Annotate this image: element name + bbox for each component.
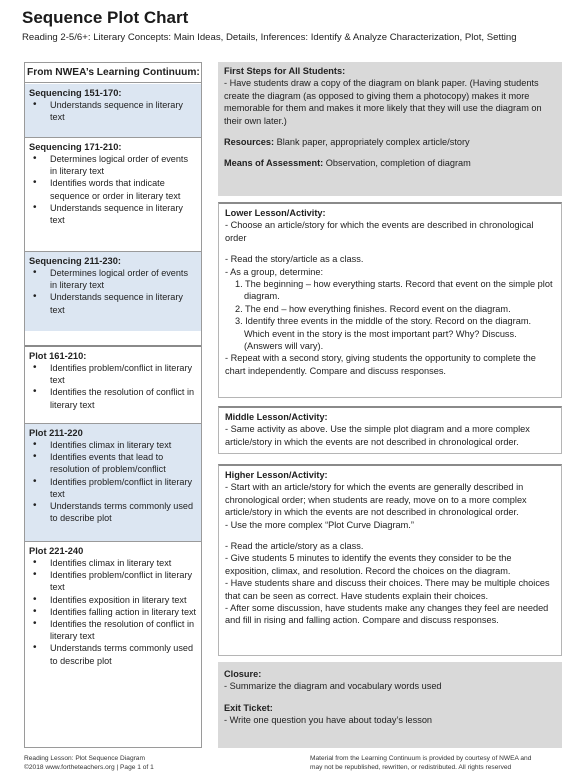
section-plot-161-210 [25,345,201,423]
list-item: • Identifies problem/conflict in literary text [29,476,197,500]
list-item: • Understands sequence in literary text [29,202,197,226]
section-sequencing-211-230 [25,251,201,331]
lower-step: 1. The beginning – how everything starts. Record that event on the simple plot diagram. [235,279,553,302]
section-plot-211-220 [25,423,201,541]
footer-right: Material from the Learning Continuum is provided by courtesy of NWEA and may not be republished, rewritten, or redistributed. All rights reserved [310,755,532,771]
higher-lesson-box [218,464,562,656]
list-item: • Understands sequence in literary text [29,99,197,123]
closure-heading: Closure: [224,669,262,679]
lower-repeat: - Repeat with a second story, giving students the opportunity to complete the chart independently. Compare and discuss responses. [225,353,536,376]
list-item: • Identifies problem/conflict in literary text [29,569,197,593]
list-item: • Determines logical order of events in literary text [29,267,197,291]
list-item: • Understands terms commonly used to describe plot [29,500,197,524]
list-item: • Determines logical order of events in literary text [29,153,197,177]
lower-step: 2. The end – how everything finishes. Record event on the diagram. [235,303,511,314]
lower-step: 3. Identify three events in the middle of the story. Record on the diagram. Which event in the story is the most important part? Why? Discuss. (Answers will vary). [235,316,532,352]
higher-text: - After some discussion, have students make any changes they feel are needed and fill in rising and falling action. Compare and discuss responses. [225,603,549,626]
first-steps-heading: First Steps for All Students: [224,66,346,76]
closure-box [218,662,562,748]
higher-text: - Read the article/story as a class. [225,541,364,552]
first-steps-box [218,62,562,196]
section-sequencing-151-170 [25,84,201,137]
footer-left: Reading Lesson: Plot Sequence Diagram ©2018 www.fortheteachers.org | Page 1 of 1 [24,755,154,771]
lower-intro: - Choose an article/story for which the events are described in chronological order [225,220,534,243]
exit-ticket-body: - Write one question you have about today’s lesson [224,715,433,726]
lower-lesson-box [218,202,562,398]
continuum-column [24,62,202,748]
continuum-heading: From NWEA’s Learning Continuum: [25,63,201,83]
section-title: Sequencing 171-210: [29,142,122,152]
assessment-line: Means of Assessment: Observation, completion of diagram [224,158,471,169]
list-item: • Identifies climax in literary text [29,439,197,451]
section-title: Sequencing 211-230: [29,256,121,266]
lower-heading: Lower Lesson/Activity: [225,208,326,218]
first-steps-body: - Have students draw a copy of the diagram on blank paper. (Having students create the diagram (as opposed to giving them a photocopy) makes it more memorable for them and makes it more likely that they will use the diagram on their own later.) [224,78,542,126]
middle-heading: Middle Lesson/Activity: [225,412,328,422]
closure-body: - Summarize the diagram and vocabulary words used [224,681,442,692]
lower-read: - Read the story/article as a class. [225,254,364,265]
page-title: Sequence Plot Chart [22,8,189,27]
list-item: • Identifies falling action in literary text [29,606,197,618]
list-item: • Identifies exposition in literary text [29,594,197,606]
list-item: • Identifies problem/conflict in literary text [29,362,197,386]
list-item: • Understands terms commonly used to describe plot [29,642,197,666]
middle-body: - Same activity as above. Use the simple plot diagram and a more complex article/story in which the events are not described in chronological order. [225,424,530,447]
higher-text: - Give students 5 minutes to identify the events they consider to be the exposition, climax, and resolution. Record the choices on the diagram. [225,553,512,576]
exit-ticket-heading: Exit Ticket: [224,702,273,713]
section-title: Plot 211-220 [29,428,83,438]
list-item: • Identifies the resolution of conflict in literary text [29,386,197,410]
section-title: Plot 161-210: [29,351,87,361]
list-item: • Identifies events that lead to resolution of problem/conflict [29,451,197,475]
section-sequencing-171-210 [25,137,201,251]
resources-line: Resources: Blank paper, appropriately complex article/story [224,137,470,148]
middle-lesson-box [218,406,562,454]
higher-text: - Use the more complex “Plot Curve Diagram.” [225,519,414,530]
list-item: • Identifies the resolution of conflict in literary text [29,618,197,642]
page-subtitle: Reading 2-5/6+: Literary Concepts: Main Ideas, Details, Inferences: Identify & Analyze Characterization, Plot, Setting [22,32,517,43]
section-title: Plot 221-240 [29,546,84,556]
higher-heading: Higher Lesson/Activity: [225,470,328,480]
lesson-column [218,62,562,748]
higher-text: - Have students share and discuss their choices. There may be multiple choices that can be seen as correct. Have students explain their choices. [225,578,550,601]
section-plot-221-240 [25,541,201,747]
section-title: Sequencing 151-170: [29,88,122,98]
higher-text: - Start with an article/story for which the events are generally described in chronological order; when students are ready, move on to a more complex article/story in which the events are not described in chronological order. [225,482,527,518]
list-item: • Identifies words that indicate sequence or order in literary text [29,177,197,201]
list-item: • Identifies climax in literary text [29,557,197,569]
list-item: • Understands sequence in literary text [29,291,197,315]
lower-group: - As a group, determine: [225,266,324,277]
